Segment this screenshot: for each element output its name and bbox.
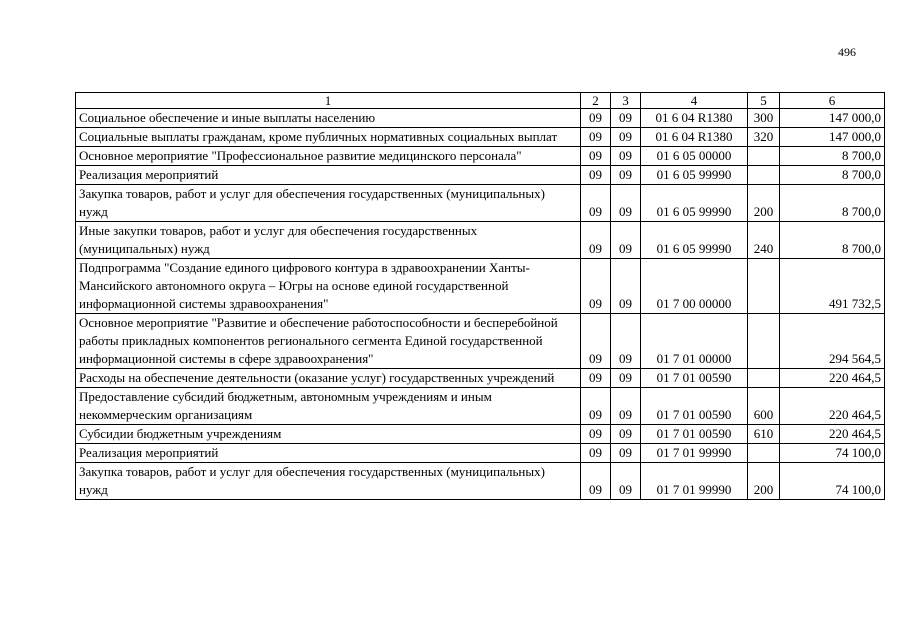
column-header-2: 2 xyxy=(581,93,611,109)
table-row xyxy=(76,109,885,128)
row-target-article: 01 6 05 99990 xyxy=(641,166,748,185)
row-name: Реализация мероприятий xyxy=(76,444,581,463)
row-target-article: 01 6 04 R1380 xyxy=(641,109,748,128)
row-name: Иные закупки товаров, работ и услуг для обеспечения государственных (муниципальных) нужд xyxy=(76,222,581,259)
row-name: Закупка товаров, работ и услуг для обеспечения государственных (муниципальных) нужд xyxy=(76,185,581,222)
column-header-5: 5 xyxy=(748,93,780,109)
row-section: 09 xyxy=(581,222,611,259)
row-target-article: 01 7 00 00000 xyxy=(641,259,748,314)
row-target-article: 01 7 01 00590 xyxy=(641,369,748,388)
row-subsection: 09 xyxy=(611,147,641,166)
row-name: Основное мероприятие "Развитие и обеспечение работоспособности и бесперебойной работы прикладных компонентов регионального сегмента Единой государственной информационной системы в сфере здравоохранения" xyxy=(76,314,581,369)
table-row xyxy=(76,185,885,222)
row-name: Подпрограмма "Создание единого цифрового контура в здравоохранении Ханты-Мансийского автономного округа – Югры на основе единой государственной информационной системы здравоохранения" xyxy=(76,259,581,314)
row-section: 09 xyxy=(581,388,611,425)
row-name: Закупка товаров, работ и услуг для обеспечения государственных (муниципальных) нужд xyxy=(76,463,581,500)
row-section: 09 xyxy=(581,128,611,147)
row-target-article: 01 6 04 R1380 xyxy=(641,128,748,147)
row-subsection: 09 xyxy=(611,314,641,369)
row-subsection: 09 xyxy=(611,388,641,425)
row-amount: 8 700,0 xyxy=(780,147,885,166)
row-target-article: 01 7 01 99990 xyxy=(641,463,748,500)
row-expense-type xyxy=(748,147,780,166)
page-number: 496 xyxy=(838,45,856,59)
row-expense-type: 300 xyxy=(748,109,780,128)
row-section: 09 xyxy=(581,369,611,388)
row-amount: 147 000,0 xyxy=(780,109,885,128)
row-expense-type xyxy=(748,259,780,314)
row-amount: 8 700,0 xyxy=(780,222,885,259)
row-amount: 8 700,0 xyxy=(780,166,885,185)
row-subsection: 09 xyxy=(611,166,641,185)
table-row xyxy=(76,259,885,314)
row-amount: 491 732,5 xyxy=(780,259,885,314)
row-name: Реализация мероприятий xyxy=(76,166,581,185)
row-section: 09 xyxy=(581,109,611,128)
row-target-article: 01 7 01 00000 xyxy=(641,314,748,369)
row-target-article: 01 6 05 00000 xyxy=(641,147,748,166)
row-expense-type xyxy=(748,369,780,388)
row-subsection: 09 xyxy=(611,109,641,128)
table-row xyxy=(76,222,885,259)
row-expense-type: 240 xyxy=(748,222,780,259)
row-subsection: 09 xyxy=(611,463,641,500)
row-amount: 74 100,0 xyxy=(780,463,885,500)
row-amount: 220 464,5 xyxy=(780,425,885,444)
row-amount: 220 464,5 xyxy=(780,388,885,425)
table-row xyxy=(76,463,885,500)
row-amount: 8 700,0 xyxy=(780,185,885,222)
row-section: 09 xyxy=(581,147,611,166)
column-header-4: 4 xyxy=(641,93,748,109)
row-subsection: 09 xyxy=(611,185,641,222)
table-row xyxy=(76,425,885,444)
row-target-article: 01 7 01 99990 xyxy=(641,444,748,463)
row-expense-type xyxy=(748,166,780,185)
column-header-3: 3 xyxy=(611,93,641,109)
row-target-article: 01 6 05 99990 xyxy=(641,185,748,222)
column-header-1: 1 xyxy=(76,93,581,109)
budget-table xyxy=(75,92,885,500)
table-row xyxy=(76,314,885,369)
row-name: Социальные выплаты гражданам, кроме публичных нормативных социальных выплат xyxy=(76,128,581,147)
column-header-6: 6 xyxy=(780,93,885,109)
table-header-row xyxy=(76,93,885,109)
row-name: Субсидии бюджетным учреждениям xyxy=(76,425,581,444)
row-section: 09 xyxy=(581,166,611,185)
row-subsection: 09 xyxy=(611,222,641,259)
row-target-article: 01 6 05 99990 xyxy=(641,222,748,259)
row-subsection: 09 xyxy=(611,259,641,314)
table-row xyxy=(76,166,885,185)
row-section: 09 xyxy=(581,259,611,314)
row-amount: 74 100,0 xyxy=(780,444,885,463)
row-expense-type xyxy=(748,444,780,463)
row-amount: 220 464,5 xyxy=(780,369,885,388)
row-subsection: 09 xyxy=(611,425,641,444)
row-subsection: 09 xyxy=(611,128,641,147)
row-name: Социальное обеспечение и иные выплаты населению xyxy=(76,109,581,128)
table-row xyxy=(76,388,885,425)
row-expense-type: 610 xyxy=(748,425,780,444)
row-target-article: 01 7 01 00590 xyxy=(641,425,748,444)
row-name: Предоставление субсидий бюджетным, автономным учреждениям и иным некоммерческим организациям xyxy=(76,388,581,425)
row-amount: 294 564,5 xyxy=(780,314,885,369)
row-expense-type xyxy=(748,314,780,369)
row-amount: 147 000,0 xyxy=(780,128,885,147)
row-name: Основное мероприятие "Профессиональное развитие медицинского персонала" xyxy=(76,147,581,166)
row-section: 09 xyxy=(581,463,611,500)
table-row xyxy=(76,444,885,463)
row-section: 09 xyxy=(581,185,611,222)
row-expense-type: 200 xyxy=(748,185,780,222)
row-section: 09 xyxy=(581,314,611,369)
row-expense-type: 200 xyxy=(748,463,780,500)
table-row xyxy=(76,369,885,388)
row-section: 09 xyxy=(581,425,611,444)
row-subsection: 09 xyxy=(611,369,641,388)
row-target-article: 01 7 01 00590 xyxy=(641,388,748,425)
row-subsection: 09 xyxy=(611,444,641,463)
row-expense-type: 320 xyxy=(748,128,780,147)
row-section: 09 xyxy=(581,444,611,463)
table-row xyxy=(76,128,885,147)
row-expense-type: 600 xyxy=(748,388,780,425)
table-row xyxy=(76,147,885,166)
row-name: Расходы на обеспечение деятельности (оказание услуг) государственных учреждений xyxy=(76,369,581,388)
